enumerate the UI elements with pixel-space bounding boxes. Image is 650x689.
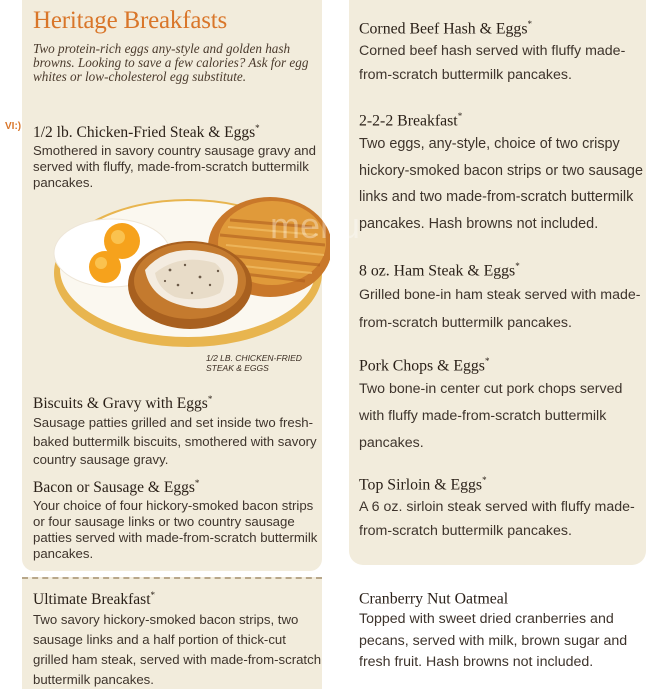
photo-caption: 1/2 LB. CHICKEN-FRIED STEAK & EGGS: [206, 353, 302, 373]
item-description: Smothered in savory country sausage gravy and served with fluffy, made-from-scratch buttermilk pancakes.: [33, 143, 316, 191]
item-name: Biscuits & Gravy with Eggs*: [33, 394, 213, 413]
menu-item: [359, 14, 644, 87]
menu-item: [359, 106, 644, 237]
chicken-fried-steak: [128, 241, 252, 329]
section-title: Heritage Breakfasts: [33, 7, 228, 34]
item-description: Two eggs, any-style, choice of two crispy hickory-smoked bacon strips or two sausage links and two made-from-scratch buttermilk pancakes. Hash browns not included.: [359, 136, 643, 232]
item-name: Bacon or Sausage & Eggs*: [33, 478, 200, 497]
item-name: Pork Chops & Eggs*: [359, 356, 490, 375]
vi-badge: VI:): [5, 121, 22, 132]
item-name: 8 oz. Ham Steak & Eggs*: [359, 261, 520, 280]
item-description: Two bone-in center cut pork chops served with fluffy made-from-scratch buttermilk pancakes.: [359, 381, 623, 452]
menu-item: [359, 351, 644, 457]
item-name: 1/2 lb. Chicken-Fried Steak & Eggs*: [33, 123, 260, 142]
section-intro: Two protein-rich eggs any-style and golden hash browns. Looking to save a few calories? Ask for egg whites or low-cholesterol egg substitute.: [33, 41, 309, 85]
item-description: Grilled bone-in ham steak served with made-from-scratch buttermilk pancakes.: [359, 287, 641, 332]
menu-item: [33, 473, 323, 562]
item-description: Corned beef hash served with fluffy made-from-scratch buttermilk pancakes.: [359, 43, 626, 84]
menu-item: [33, 389, 323, 470]
menu-item: [33, 585, 323, 689]
item-description: Your choice of four hickory-smoked bacon strips or four sausage links or two country sausage patties served with made-from-scratch buttermilk pancakes.: [33, 498, 318, 562]
menu-item: [33, 118, 323, 191]
menu-item: [359, 256, 644, 337]
watermark: menu: [270, 205, 361, 246]
item-description: A 6 oz. sirloin steak served with fluffy made-from-scratch buttermilk pancakes.: [359, 499, 635, 540]
item-description: Two savory hickory-smoked bacon strips, two sausage links and a half portion of thick-cut grilled ham steak, served with made-from-scratch buttermilk pancakes.: [33, 612, 322, 688]
item-name: Top Sirloin & Eggs*: [359, 475, 487, 494]
item-name: 2-2-2 Breakfast*: [359, 111, 463, 130]
item-description: Topped with sweet dried cranberries and pecans, served with milk, brown sugar and fresh fruit. Hash browns not included.: [359, 611, 628, 671]
item-description: Sausage patties grilled and set inside two fresh-baked buttermilk biscuits, smothered with savory country sausage gravy.: [33, 415, 317, 468]
menu-item: [359, 584, 644, 674]
item-name: Corned Beef Hash & Eggs*: [359, 19, 532, 38]
item-name: Ultimate Breakfast*: [33, 590, 155, 609]
item-name: Cranberry Nut Oatmeal: [359, 590, 509, 608]
menu-item: [359, 470, 644, 543]
